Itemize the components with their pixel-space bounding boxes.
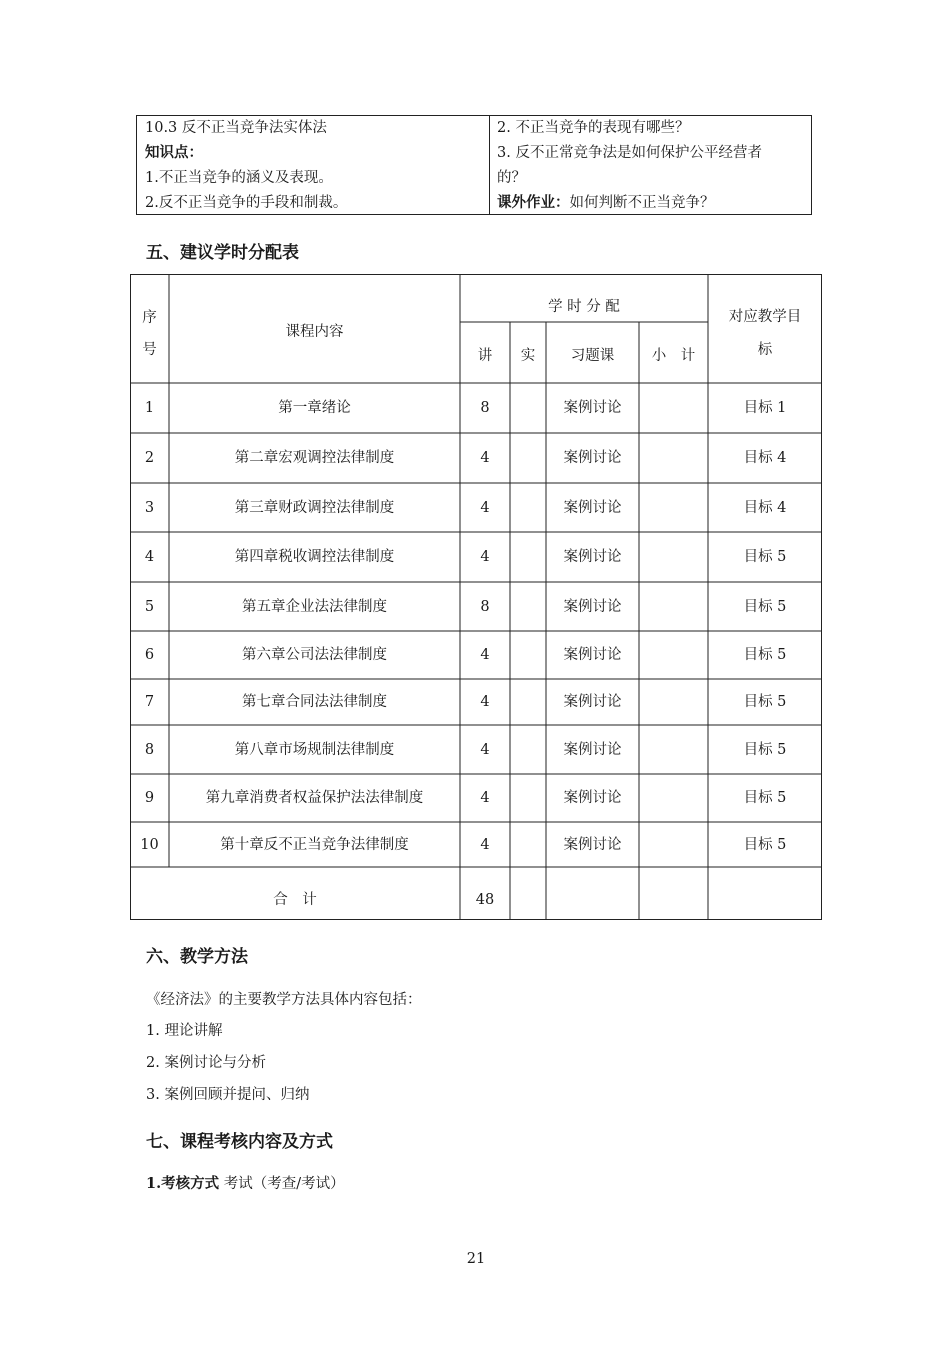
assess-label: 1.考核方式	[146, 1175, 220, 1192]
homework-line	[497, 192, 715, 214]
row-exercise: 案例讨论	[563, 450, 622, 466]
row-content: 第三章财政调控法律制度	[234, 500, 395, 516]
header-target-2: 标	[757, 342, 773, 358]
row-target: 目标 5	[743, 647, 787, 663]
row-exercise: 案例讨论	[563, 599, 622, 615]
question-3: 3. 反不正常竞争法是如何保护公平经营者	[497, 145, 762, 161]
header-subtotal: 小 计	[651, 348, 696, 364]
row-exercise: 案例讨论	[563, 647, 622, 663]
page-number: 21	[466, 1251, 486, 1267]
row-exercise: 案例讨论	[563, 694, 622, 710]
row-exercise: 案例讨论	[563, 400, 622, 416]
row-no: 8	[144, 742, 155, 758]
header-practice: 实	[520, 348, 536, 364]
top-table-left-cell	[137, 116, 490, 214]
row-target: 目标 4	[743, 450, 787, 466]
row-content: 第四章税收调控法律制度	[234, 549, 395, 565]
row-target: 目标 5	[743, 599, 787, 615]
method-item-1: 1. 理论讲解	[146, 1023, 223, 1039]
row-exercise: 案例讨论	[563, 790, 622, 806]
row-content: 第七章合同法法律制度	[242, 694, 387, 710]
hours-table	[130, 274, 822, 920]
row-lecture: 4	[480, 500, 490, 516]
row-no: 10	[140, 837, 159, 853]
assess-text: 考试（考查/考试）	[223, 1176, 345, 1192]
row-lecture: 4	[480, 450, 490, 466]
total-label: 合 计	[273, 892, 317, 908]
row-exercise: 案例讨论	[563, 500, 622, 516]
row-no: 6	[144, 647, 155, 663]
row-target: 目标 1	[743, 400, 787, 416]
row-no: 2	[144, 450, 155, 466]
row-no: 1	[144, 400, 155, 416]
row-lecture: 8	[480, 599, 490, 615]
homework-label: 课外作业：	[497, 194, 570, 211]
row-content: 第八章市场规制法律制度	[234, 742, 395, 758]
row-content: 第一章绪论	[278, 400, 351, 416]
method-item-3: 3. 案例回顾并提问、归纳	[146, 1087, 310, 1103]
header-seq-1: 序	[142, 310, 157, 326]
row-exercise: 案例讨论	[563, 549, 622, 565]
section5-title: 五、建议学时分配表	[146, 243, 299, 263]
header-exercise: 习题课	[570, 348, 615, 364]
knowledge-point-2: 2.反不正当竞争的手段和制裁。	[145, 195, 348, 211]
method-item-2: 2. 案例讨论与分析	[146, 1055, 266, 1071]
chapter-title: 10.3 反不正当竞争法实体法	[145, 120, 327, 136]
row-no: 9	[144, 790, 155, 806]
row-content: 第十章反不正当竞争法律制度	[220, 837, 409, 853]
row-lecture: 4	[480, 837, 490, 853]
row-target: 目标 5	[743, 549, 787, 565]
header-seq-2: 号	[142, 342, 157, 358]
knowledge-label: 知识点：	[145, 144, 203, 161]
question-3-cont: 的？	[497, 170, 526, 186]
row-target: 目标 4	[743, 500, 787, 516]
header-target-1: 对应教学目	[728, 309, 802, 325]
header-alloc: 学 时 分 配	[548, 299, 620, 315]
row-no: 3	[144, 500, 155, 516]
methods-intro: 《经济法》的主要教学方法具体内容包括：	[146, 992, 422, 1008]
homework-text: 如何判断不正当竞争？	[569, 195, 715, 211]
header-content: 课程内容	[285, 324, 344, 340]
assess-line	[146, 1172, 345, 1193]
top-table-right-cell	[489, 116, 811, 214]
row-target: 目标 5	[743, 742, 787, 758]
top-table	[136, 115, 812, 215]
section6-title: 六、教学方法	[146, 947, 248, 967]
row-lecture: 4	[480, 790, 490, 806]
knowledge-point-1: 1.不正当竞争的涵义及表现。	[145, 170, 333, 186]
question-2: 2. 不正当竞争的表现有哪些？	[497, 120, 690, 136]
section7-title: 七、课程考核内容及方式	[146, 1132, 333, 1152]
row-content: 第九章消费者权益保护法法律制度	[205, 790, 424, 806]
row-target: 目标 5	[743, 694, 787, 710]
total-lecture: 48	[475, 892, 495, 908]
row-lecture: 4	[480, 694, 490, 710]
row-no: 4	[144, 549, 155, 565]
row-lecture: 4	[480, 549, 490, 565]
row-no: 5	[144, 599, 155, 615]
row-lecture: 4	[480, 742, 490, 758]
row-exercise: 案例讨论	[563, 837, 622, 853]
row-lecture: 4	[480, 647, 490, 663]
row-content: 第五章企业法法律制度	[242, 599, 387, 615]
header-lecture: 讲	[477, 348, 493, 364]
row-content: 第六章公司法法律制度	[242, 647, 387, 663]
row-no: 7	[144, 694, 155, 710]
row-target: 目标 5	[743, 837, 787, 853]
row-target: 目标 5	[743, 790, 787, 806]
row-content: 第二章宏观调控法律制度	[234, 450, 395, 466]
row-exercise: 案例讨论	[563, 742, 622, 758]
row-lecture: 8	[480, 400, 490, 416]
